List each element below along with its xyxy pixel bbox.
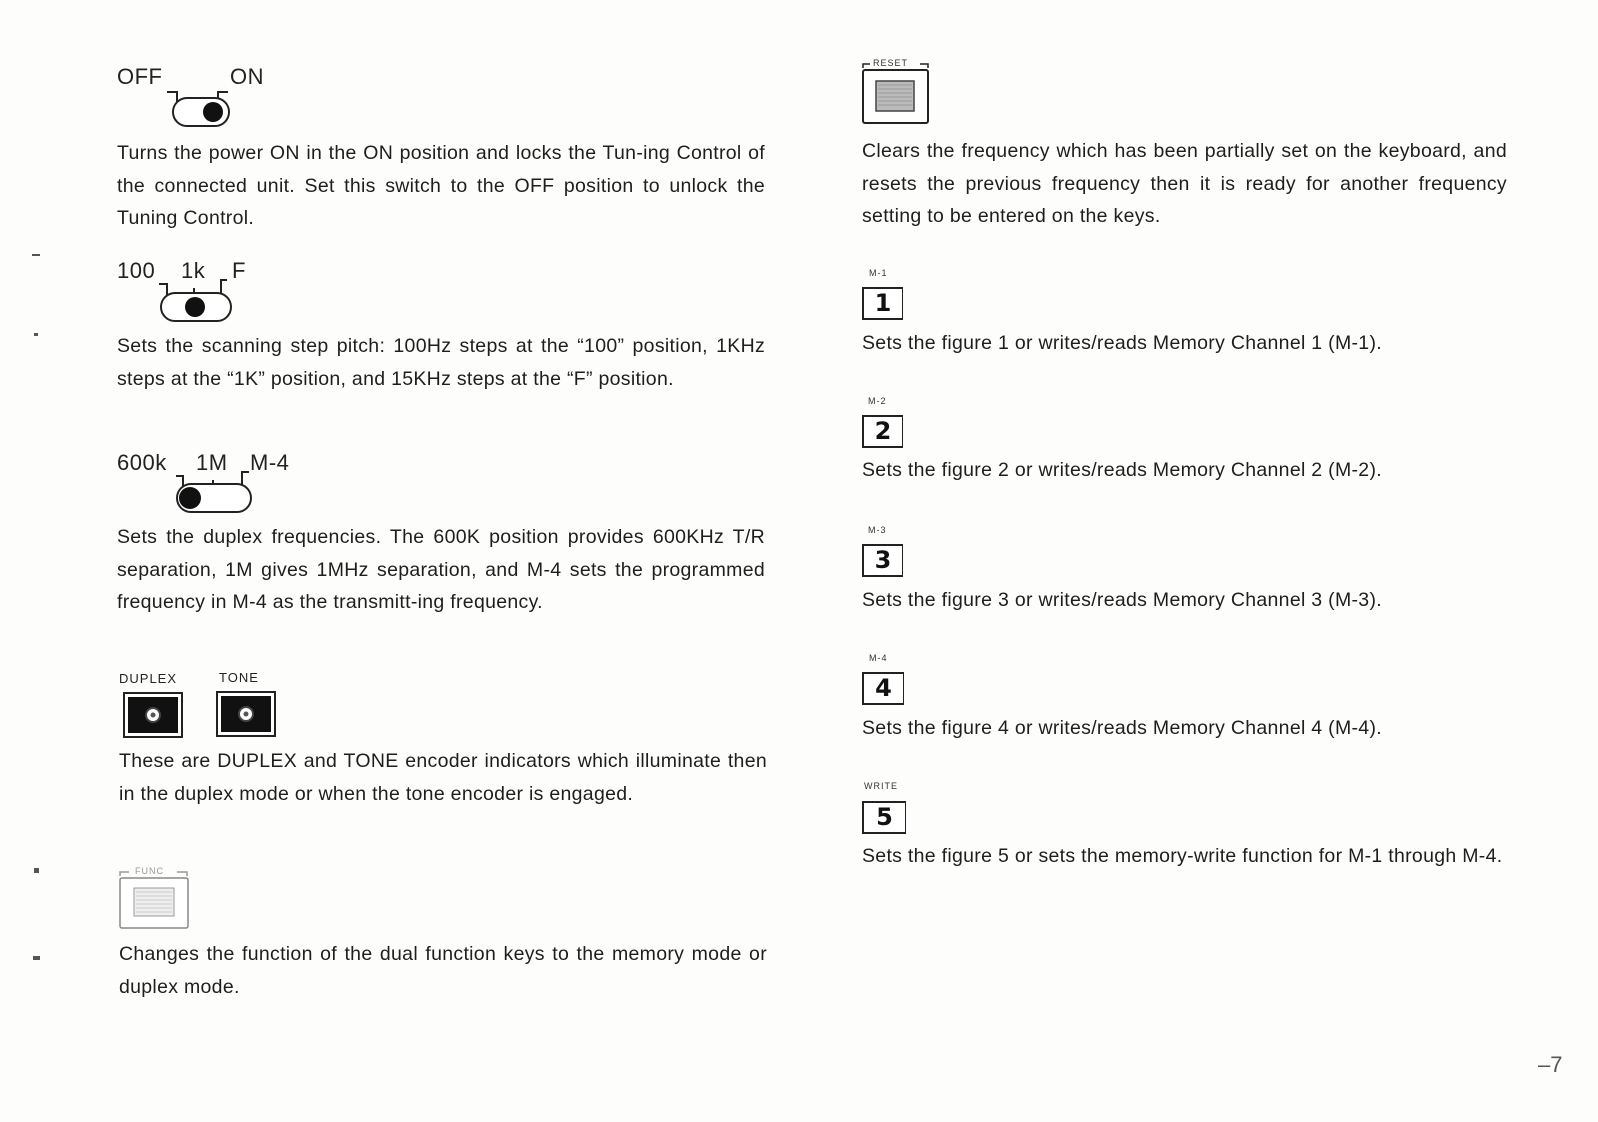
- duplex-m4-label: M-4: [250, 450, 290, 475]
- key-1-top-label: M-1: [869, 268, 888, 278]
- key-4-description: Sets the figure 4 or writes/reads Memory Channel 4 (M-4).: [862, 717, 1382, 739]
- reset-key-description: Clears the frequency which has been partially set on the keyboard, and resets the previous frequency then it is ready for another frequency setting to be entered on the keys.: [862, 140, 1507, 227]
- key-4-top-label: M-4: [869, 653, 888, 663]
- reset-key-label: RESET: [873, 58, 909, 68]
- power-switch-knob: [203, 102, 223, 122]
- power-on-label: ON: [230, 64, 264, 89]
- duplex-1m-label: 1M: [196, 450, 228, 475]
- duplex-600k-label: 600k: [117, 450, 167, 475]
- reset-key[interactable]: [862, 56, 932, 126]
- power-off-label: OFF: [117, 64, 163, 89]
- step-switch-knob: [185, 297, 205, 317]
- step-f-label: F: [232, 258, 246, 283]
- key-3-description: Sets the figure 3 or writes/reads Memory Channel 3 (M-3).: [862, 589, 1382, 611]
- func-key-label: FUNC: [135, 866, 164, 876]
- step-100-label: 100: [117, 258, 156, 283]
- key-1[interactable]: 1: [862, 287, 903, 320]
- margin-mark: [34, 333, 38, 336]
- key-2[interactable]: 2: [862, 415, 903, 448]
- power-switch[interactable]: [165, 74, 235, 132]
- key-2-top-label: M-2: [868, 396, 887, 406]
- margin-mark: [33, 956, 40, 960]
- tone-indicator-label: TONE: [219, 670, 259, 685]
- duplex-switch-knob: [179, 487, 201, 509]
- key-4[interactable]: 4: [862, 672, 904, 705]
- duplex-indicator-lamp: [123, 692, 185, 740]
- tone-indicator-lamp: [216, 691, 278, 739]
- key-5-top-label: WRITE: [864, 781, 898, 791]
- key-5-description: Sets the figure 5 or sets the memory-write function for M-1 through M-4.: [862, 845, 1503, 867]
- step-switch-description: Sets the scanning step pitch: 100Hz steps at the “100” position, 1KHz steps at the “1K” position, and 15KHz steps at the “F” position.: [117, 335, 765, 390]
- power-switch-description: Turns the power ON in the ON position and locks the Tun-ing Control of the connected unit. Set this switch to the OFF position to unlock the Tuning Control.: [117, 142, 765, 229]
- step-switch[interactable]: [157, 266, 235, 326]
- key-3-top-label: M-3: [868, 525, 887, 535]
- duplex-switch[interactable]: [175, 458, 255, 518]
- step-1k-label: 1k: [181, 258, 206, 283]
- key-5[interactable]: 5: [862, 801, 906, 834]
- key-2-description: Sets the figure 2 or writes/reads Memory Channel 2 (M-2).: [862, 459, 1382, 481]
- key-1-description: Sets the figure 1 or writes/reads Memory Channel 1 (M-1).: [862, 332, 1382, 354]
- margin-mark: [34, 868, 39, 873]
- duplex-indicator-label: DUPLEX: [119, 671, 178, 686]
- func-key[interactable]: [117, 862, 192, 932]
- key-3[interactable]: 3: [862, 544, 903, 577]
- indicators-description: These are DUPLEX and TONE encoder indicators which illuminate then in the duplex mode or when the tone encoder is engaged.: [119, 750, 767, 805]
- func-key-description: Changes the function of the dual function keys to the memory mode or duplex mode.: [119, 943, 767, 998]
- duplex-switch-description: Sets the duplex frequencies. The 600K position provides 600KHz T/R separation, 1M gives 1MHz separation, and M-4 sets the programmed frequency in M-4 as the transmitt-ing frequency.: [117, 526, 765, 613]
- margin-mark: [32, 254, 40, 256]
- page-number: –7: [1538, 1052, 1563, 1077]
